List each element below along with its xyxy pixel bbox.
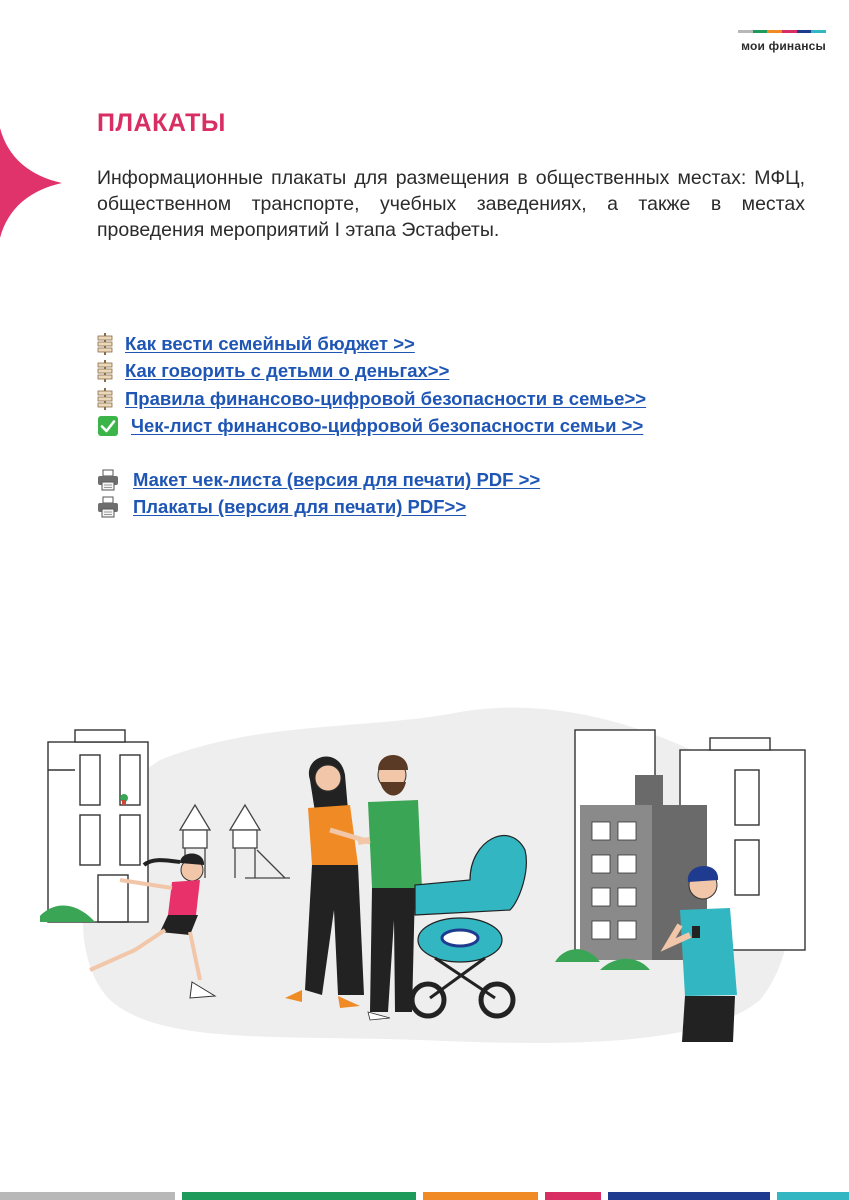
signpost-icon <box>97 360 125 382</box>
footer-color-bar <box>0 1192 849 1200</box>
footer-stripe <box>777 1192 849 1200</box>
list-item <box>97 330 646 358</box>
footer-gap <box>601 1192 608 1200</box>
page-title: ПЛАКАТЫ <box>97 109 226 137</box>
list-item <box>97 358 646 386</box>
logo-text: мои финансы <box>741 39 826 53</box>
link-family-budget[interactable]: Как вести семейный бюджет >> <box>125 332 415 354</box>
list-item <box>97 385 646 413</box>
link-security-rules[interactable]: Правила финансово-цифровой безопасности в семье>> <box>125 387 647 409</box>
logo-stripe <box>782 30 797 33</box>
logo-stripes <box>738 30 826 33</box>
link-checklist[interactable]: Чек-лист финансово-цифровой безопасности семьи >> <box>131 415 644 437</box>
footer-gap <box>175 1192 182 1200</box>
logo-stripe <box>753 30 768 33</box>
link-checklist-print-pdf[interactable]: Макет чек-листа (версия для печати) PDF >> <box>133 468 541 490</box>
list-item <box>97 466 646 494</box>
logo-stripe <box>738 30 753 33</box>
check-mark-icon <box>97 415 131 437</box>
logo-stripe <box>797 30 812 33</box>
footer-stripe <box>608 1192 770 1200</box>
intro-paragraph: Информационные плакаты для размещения в общественных местах: МФЦ, общественном транспорте, учебных заведениях, а также в местах проведения мероприятий I этапа Эстафеты. <box>97 167 805 241</box>
list-item <box>97 413 646 441</box>
list-item <box>97 494 646 522</box>
link-posters-print-pdf[interactable]: Плакаты (версия для печати) PDF>> <box>133 496 467 518</box>
printer-icon <box>97 496 133 518</box>
brand-logo <box>738 30 826 53</box>
spacer <box>97 440 646 466</box>
link-talk-children-money[interactable]: Как говорить с детьми о деньгах>> <box>125 360 450 382</box>
footer-stripe <box>423 1192 538 1200</box>
footer-stripe <box>182 1192 416 1200</box>
footer-gap <box>538 1192 545 1200</box>
footer-gap <box>416 1192 423 1200</box>
signpost-icon <box>97 388 125 410</box>
logo-stripe <box>811 30 826 33</box>
left-building <box>48 730 148 922</box>
printer-icon <box>97 469 133 491</box>
corner-accent-shape <box>0 128 62 238</box>
links-list <box>97 330 646 521</box>
logo-stripe <box>767 30 782 33</box>
footer-stripe <box>545 1192 601 1200</box>
family-city-illustration <box>40 700 820 1060</box>
footer-stripe <box>0 1192 175 1200</box>
signpost-icon <box>97 333 125 355</box>
footer-gap <box>770 1192 777 1200</box>
